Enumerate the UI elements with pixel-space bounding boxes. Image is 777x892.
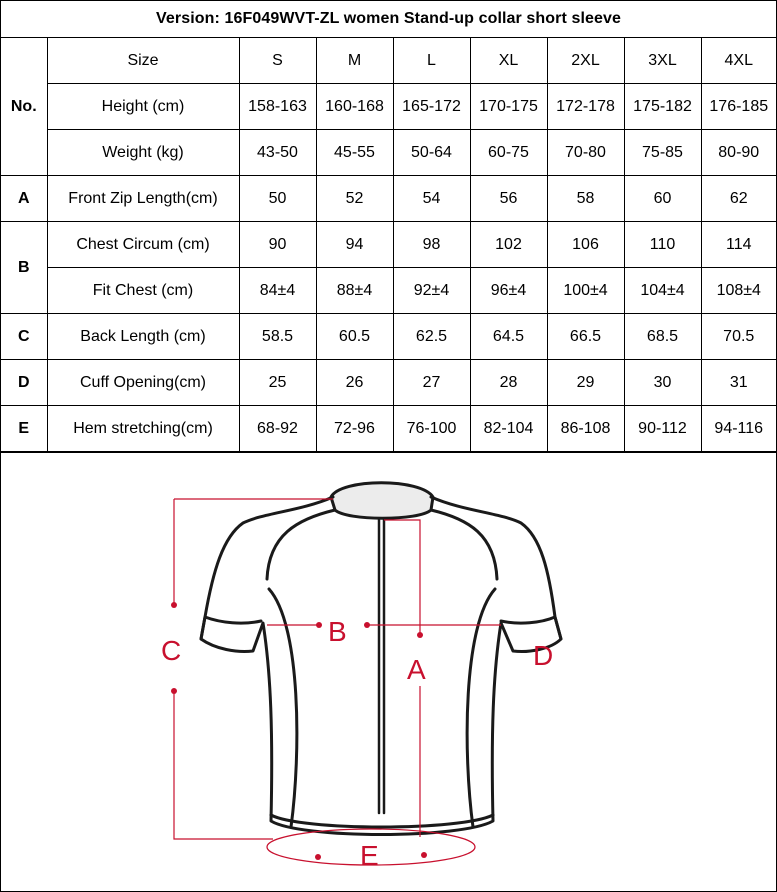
dot-e-right — [421, 852, 427, 858]
row-id-c: C — [1, 314, 47, 360]
table-cell: 58.5 — [239, 314, 316, 360]
size-table — [1, 38, 776, 452]
table-cell: 75-85 — [624, 130, 701, 176]
table-row — [1, 314, 776, 360]
chart-title: Version: 16F049WVT-ZL women Stand-up collar short sleeve — [1, 1, 776, 38]
row-label: Chest Circum (cm) — [47, 222, 239, 268]
row-label: Hem stretching(cm) — [47, 406, 239, 452]
dot-c-top — [171, 602, 177, 608]
guide-c-line — [174, 499, 333, 839]
front-zip — [379, 519, 384, 813]
table-cell: 26 — [316, 360, 393, 406]
table-cell: 94-116 — [701, 406, 776, 452]
table-cell: 50-64 — [393, 130, 470, 176]
table-cell: 175-182 — [624, 84, 701, 130]
label-e: E — [360, 840, 379, 871]
size-header: 2XL — [547, 38, 624, 84]
table-row — [1, 38, 776, 84]
table-row — [1, 360, 776, 406]
table-cell: 58 — [547, 176, 624, 222]
measurement-diagram — [1, 453, 776, 891]
table-cell: 70.5 — [701, 314, 776, 360]
table-row — [1, 406, 776, 452]
table-cell: 66.5 — [547, 314, 624, 360]
row-id-b: B — [1, 222, 47, 314]
dot-e-left — [315, 854, 321, 860]
table-cell: 90-112 — [624, 406, 701, 452]
raglan-seam-right — [431, 510, 497, 579]
size-header: 3XL — [624, 38, 701, 84]
row-label: Back Length (cm) — [47, 314, 239, 360]
table-cell: 88±4 — [316, 268, 393, 314]
jersey-illustration — [201, 483, 561, 835]
table-cell: 43-50 — [239, 130, 316, 176]
label-b: B — [328, 616, 347, 647]
table-cell: 86-108 — [547, 406, 624, 452]
table-cell: 104±4 — [624, 268, 701, 314]
size-header: 4XL — [701, 38, 776, 84]
table-cell: 28 — [470, 360, 547, 406]
table-cell: 84±4 — [239, 268, 316, 314]
table-cell: 92±4 — [393, 268, 470, 314]
dot-b-left — [316, 622, 322, 628]
label-c: C — [161, 635, 182, 666]
table-cell: 54 — [393, 176, 470, 222]
table-row — [1, 130, 776, 176]
table-cell: 62.5 — [393, 314, 470, 360]
label-a: A — [407, 654, 426, 685]
table-row — [1, 84, 776, 130]
hem-band — [271, 815, 493, 827]
table-cell: 80-90 — [701, 130, 776, 176]
table-cell: 68.5 — [624, 314, 701, 360]
dot-b-right — [364, 622, 370, 628]
table-cell: 176-185 — [701, 84, 776, 130]
size-header: XL — [470, 38, 547, 84]
dot-a-top — [417, 632, 423, 638]
table-cell: 25 — [239, 360, 316, 406]
size-header: L — [393, 38, 470, 84]
table-cell: 29 — [547, 360, 624, 406]
table-cell: 98 — [393, 222, 470, 268]
table-row — [1, 268, 776, 314]
table-cell: 60.5 — [316, 314, 393, 360]
table-cell: 96±4 — [470, 268, 547, 314]
table-cell: 27 — [393, 360, 470, 406]
row-label: Front Zip Length(cm) — [47, 176, 239, 222]
table-cell: 100±4 — [547, 268, 624, 314]
table-cell: 114 — [701, 222, 776, 268]
row-label: Size — [47, 38, 239, 84]
dot-c-bottom — [171, 688, 177, 694]
table-cell: 45-55 — [316, 130, 393, 176]
table-cell: 72-96 — [316, 406, 393, 452]
table-cell: 64.5 — [470, 314, 547, 360]
table-cell: 50 — [239, 176, 316, 222]
table-cell: 94 — [316, 222, 393, 268]
table-cell: 52 — [316, 176, 393, 222]
table-row — [1, 222, 776, 268]
table-cell: 110 — [624, 222, 701, 268]
row-label: Cuff Opening(cm) — [47, 360, 239, 406]
table-cell: 56 — [470, 176, 547, 222]
table-cell: 60-75 — [470, 130, 547, 176]
table-cell: 160-168 — [316, 84, 393, 130]
row-id-a: A — [1, 176, 47, 222]
table-cell: 158-163 — [239, 84, 316, 130]
row-id-d: D — [1, 360, 47, 406]
table-cell: 62 — [701, 176, 776, 222]
table-cell: 170-175 — [470, 84, 547, 130]
table-cell: 60 — [624, 176, 701, 222]
collar — [331, 483, 433, 519]
table-cell: 70-80 — [547, 130, 624, 176]
table-cell: 31 — [701, 360, 776, 406]
table-cell: 90 — [239, 222, 316, 268]
size-header: M — [316, 38, 393, 84]
row-id-no: No. — [1, 38, 47, 176]
table-cell: 165-172 — [393, 84, 470, 130]
table-cell: 68-92 — [239, 406, 316, 452]
jersey-body — [201, 497, 561, 835]
table-cell: 108±4 — [701, 268, 776, 314]
table-cell: 102 — [470, 222, 547, 268]
cuff-right — [501, 617, 561, 639]
table-cell: 106 — [547, 222, 624, 268]
raglan-seam-left — [267, 510, 335, 579]
table-row — [1, 176, 776, 222]
table-cell: 82-104 — [470, 406, 547, 452]
cuff-left — [201, 617, 261, 639]
row-label: Height (cm) — [47, 84, 239, 130]
measurement-guides — [174, 499, 501, 865]
table-cell: 30 — [624, 360, 701, 406]
table-cell: 172-178 — [547, 84, 624, 130]
row-id-e: E — [1, 406, 47, 452]
row-label: Fit Chest (cm) — [47, 268, 239, 314]
table-cell: 76-100 — [393, 406, 470, 452]
row-label: Weight (kg) — [47, 130, 239, 176]
label-d: D — [533, 640, 554, 671]
size-header: S — [239, 38, 316, 84]
